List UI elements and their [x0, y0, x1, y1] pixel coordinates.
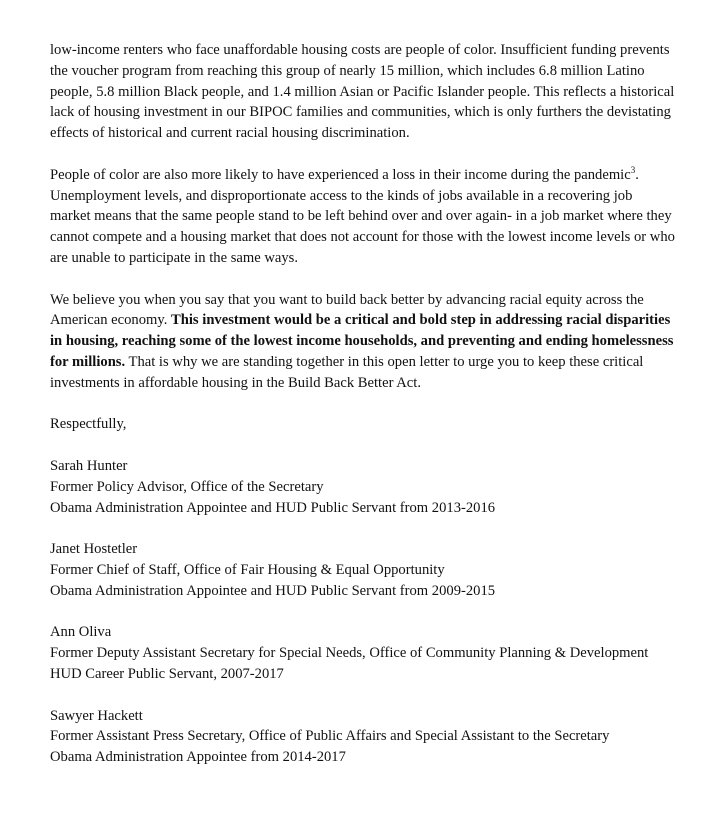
signer-name: Janet Hostetler	[50, 541, 138, 558]
signer-detail: Obama Administration Appointee and HUD Public Servant from 2009-2015	[50, 582, 496, 599]
signer-title: Former Policy Advisor, Office of the Secretary	[50, 478, 324, 495]
signer-list	[50, 456, 675, 768]
signer-title: Former Chief of Staff, Office of Fair Housing & Equal Opportunity	[50, 561, 445, 578]
paragraph-text: low-income renters who face unaffordable housing costs are people of color. Insufficient funding prevents the voucher program from reaching this group of nearly 15 million, which includes 6.8 million Latino people, 5.8 million Black people, and 1.4 million Asian or Pacific Islander people. This reflects a historical lack of housing investment in our BIPOC families and communities, which is only furthers the devistating effects of historical and current racial housing discrimination.	[50, 42, 675, 142]
footnote-marker: 3	[630, 164, 636, 175]
paragraph-text-after: . Unemployment levels, and disproportionate access to the kinds of jobs available in a recovering job market means that the same people stand to be left behind over and over again- in a job market where they cannot compete and a housing market that does not account for those with the lowest income levels or who are unable to participate in the same ways.	[50, 166, 675, 266]
paragraph-build-back-better	[50, 290, 675, 394]
signer-title: Former Assistant Press Secretary, Office of Public Affairs and Special Assistant to the Secretary	[50, 728, 610, 745]
signer-block	[50, 706, 675, 768]
paragraph-income-renters	[50, 40, 675, 144]
paragraph-text-before: We believe you when you say that you want to build back better by advancing racial equity across the American economy.	[50, 291, 644, 329]
paragraph-text-after: That is why we are standing together in this open letter to urge you to keep these critical investments in affordable housing in the Build Back Better Act.	[50, 353, 644, 391]
letter-page	[50, 40, 675, 768]
paragraph-bold-statement: This investment would be a critical and bold step in addressing racial disparities in housing, reaching some of the lowest income households, and preventing and ending homelessness for millions.	[50, 312, 674, 370]
signer-name: Ann Oliva	[50, 624, 112, 641]
signer-detail: Obama Administration Appointee and HUD Public Servant from 2013-2016	[50, 499, 496, 516]
paragraph-text-before: People of color are also more likely to have experienced a loss in their income during the pandemic	[50, 166, 631, 183]
signer-detail: Obama Administration Appointee from 2014-2017	[50, 749, 346, 766]
signer-block	[50, 539, 675, 601]
signer-name: Sarah Hunter	[50, 457, 128, 474]
signer-detail: HUD Career Public Servant, 2007-2017	[50, 665, 284, 682]
signer-block	[50, 456, 675, 518]
closing-salutation: Respectfully,	[50, 416, 127, 433]
signer-title: Former Deputy Assistant Secretary for Special Needs, Office of Community Planning & Development	[50, 645, 649, 662]
signer-block	[50, 622, 675, 684]
signer-name: Sawyer Hackett	[50, 707, 143, 724]
paragraph-pandemic-income	[50, 165, 675, 269]
